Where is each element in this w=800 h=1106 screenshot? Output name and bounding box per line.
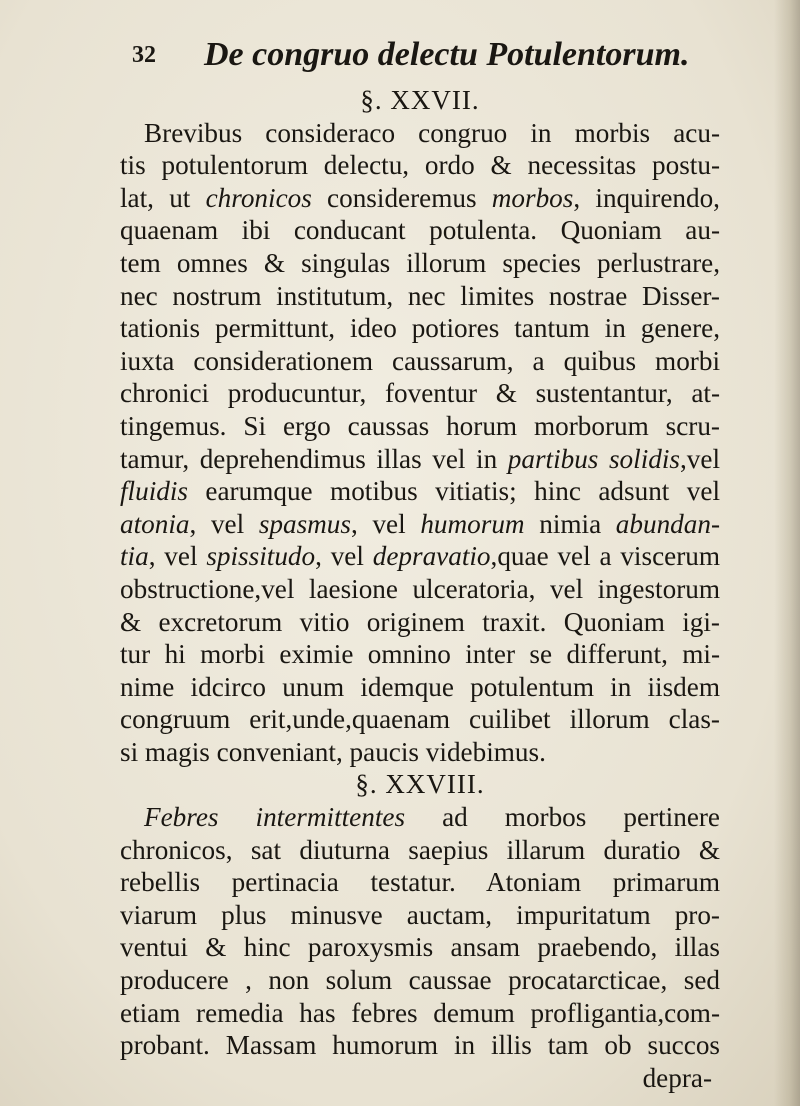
text-line: lat, ut chronicos consideremus morbos, inquirendo, [120, 182, 720, 213]
text-line: tingemus. Si ergo caussas horum morborum scru- [120, 410, 720, 441]
text-line: atonia, vel spasmus, vel humorum nimia abundan- [120, 508, 720, 539]
text-line: tur hi morbi eximie omnino inter se differunt, mi- [120, 639, 720, 670]
text-line: congruum erit,unde,quaenam cuilibet illorum clas- [120, 704, 720, 735]
running-title: De congruo delectu Potulentorum. [204, 36, 690, 73]
text-line: probant. Massam humorum in illis tam ob succos [120, 1030, 720, 1061]
text-line: etiam remedia has febres demum profligantia,com- [120, 997, 720, 1028]
text-line: chronici producuntur, foventur & sustentantur, at- [120, 378, 720, 409]
text-line: & excretorum vitio originem traxit. Quoniam igi- [120, 606, 720, 637]
text-line: viarum plus minusve auctam, impuritatum pro- [120, 899, 720, 930]
text-line: tis potulentorum delectu, ordo & necessitas postu- [120, 150, 720, 181]
catchword: depra- [642, 1062, 712, 1093]
text-line: tationis permittunt, ideo potiores tantum in genere, [120, 313, 720, 344]
text-line: Febres intermittentes ad morbos pertinere [144, 802, 720, 833]
text-line: ventui & hinc paroxysmis ansam praebendo, illas [120, 932, 720, 963]
page-edge-shadow [774, 0, 800, 1106]
text-line: nec nostrum institutum, nec limites nostrae Disser- [120, 280, 720, 311]
text-line: rebellis pertinacia testatur. Atoniam primarum [120, 867, 720, 898]
text-line: producere , non solum caussae procatarcticae, sed [120, 965, 720, 996]
text-line: tem omnes & singulas illorum species perlustrare, [120, 247, 720, 278]
page-header [132, 36, 752, 80]
text-line: quaenam ibi conducant potulenta. Quoniam au- [120, 215, 720, 246]
text-line: tamur, deprehendimus illas vel in partibus solidis,vel [120, 443, 720, 474]
body-text [120, 84, 720, 1094]
section-heading: §. XXVII. [360, 85, 480, 115]
text-line: fluidis earumque motibus vitiatis; hinc adsunt vel [120, 476, 720, 507]
text-line: si magis conveniant, paucis videbimus. [120, 736, 546, 767]
text-line: iuxta considerationem caussarum, a quibus morbi [120, 345, 720, 376]
text-line: obstructione,vel laesione ulceratoria, vel ingestorum [120, 573, 720, 604]
section-heading: §. XXVIII. [355, 769, 485, 800]
text-line: tia, vel spissitudo, vel depravatio,quae vel a viscerum [120, 541, 720, 572]
text-line: chronicos, sat diuturna saepius illarum duratio & [120, 834, 720, 865]
page-number: 32 [132, 42, 156, 68]
text-line: Brevibus consideraco congruo in morbis acu- [144, 117, 720, 148]
text-line: nime idcirco unum idemque potulentum in iisdem [120, 671, 720, 702]
